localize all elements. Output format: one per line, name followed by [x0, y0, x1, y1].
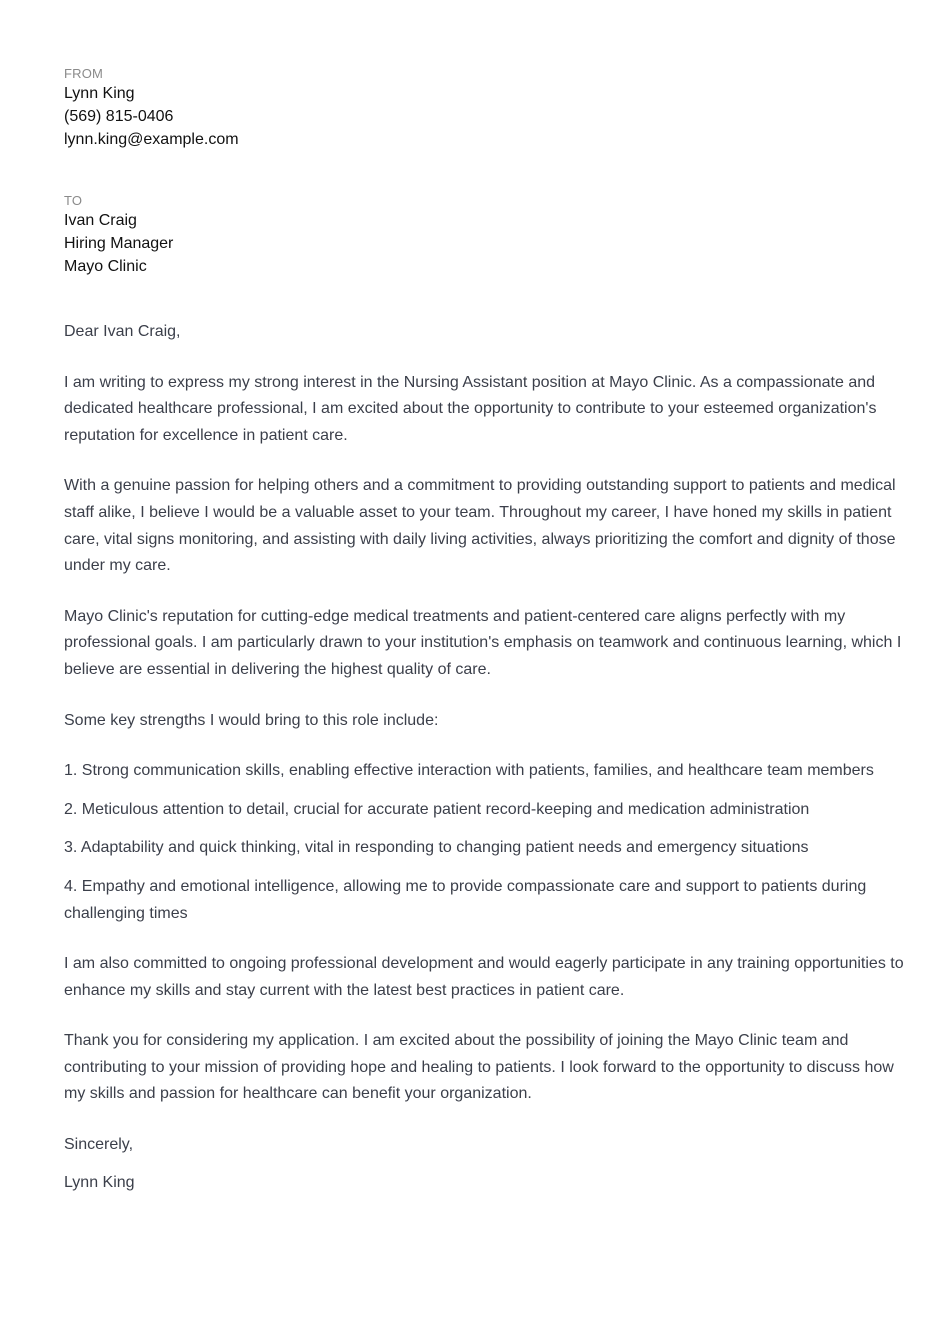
recipient-title: Hiring Manager [64, 235, 174, 252]
from-label: FROM [64, 66, 104, 81]
recipient-name: Ivan Craig [64, 212, 137, 229]
strength-item: 1. Strong communication skills, enabling effective interaction with patients, families, and healthcare team members [64, 762, 874, 780]
salutation: Dear Ivan Craig, [64, 323, 181, 340]
body-paragraph: I am also committed to ongoing professional development and would eagerly participate in any training opportunities to enhance my skills and stay current with the latest best practices in patient care. [64, 955, 904, 999]
body-paragraph: I am writing to express my strong interest in the Nursing Assistant position at Mayo Clinic. As a compassionate and dedicated healthcare professional, I am excited about the opportunity to contribute to your esteemed organization's reputation for excellence in patient care. [64, 373, 877, 444]
to-label: TO [64, 193, 83, 208]
strength-item: 4. Empathy and emotional intelligence, allowing me to provide compassionate care and support to patients during challenging times [64, 877, 867, 922]
recipient-company: Mayo Clinic [64, 258, 147, 275]
sender-email: lynn.king@example.com [64, 131, 239, 148]
signature: Lynn King [64, 1173, 135, 1191]
sign-off: Sincerely, [64, 1136, 134, 1154]
body-paragraph: With a genuine passion for helping others and a commitment to providing outstanding support to patients and medical staff alike, I believe I would be a valuable asset to your team. Throughout my career, I have honed my skills in patient care, vital signs monitoring, and assisting with daily living activities, always prioritizing the comfort and dignity of those under my care. [64, 477, 896, 575]
strength-item: 2. Meticulous attention to detail, crucial for accurate patient record-keeping and medication administration [64, 800, 810, 818]
body-paragraph: Thank you for considering my application. I am excited about the possibility of joining the Mayo Clinic team and contributing to your mission of providing hope and healing to patients. I look forward to the opportunity to discuss how my skills and passion for healthcare can benefit your organization. [64, 1032, 894, 1103]
sender-block [64, 65, 239, 151]
body-paragraph: Mayo Clinic's reputation for cutting-edge medical treatments and patient-centered care aligns perfectly with my professional goals. I am particularly drawn to your institution's emphasis on teamwork and continuous learning, which I believe are essential in delivering the highest quality of care. [64, 607, 902, 678]
letter-body [64, 319, 904, 1196]
sender-phone: (569) 815-0406 [64, 108, 174, 125]
recipient-block [64, 192, 173, 278]
sender-name: Lynn King [64, 85, 135, 102]
strengths-intro: Some key strengths I would bring to this role include: [64, 711, 439, 729]
strength-item: 3. Adaptability and quick thinking, vital in responding to changing patient needs and emergency situations [64, 839, 809, 857]
